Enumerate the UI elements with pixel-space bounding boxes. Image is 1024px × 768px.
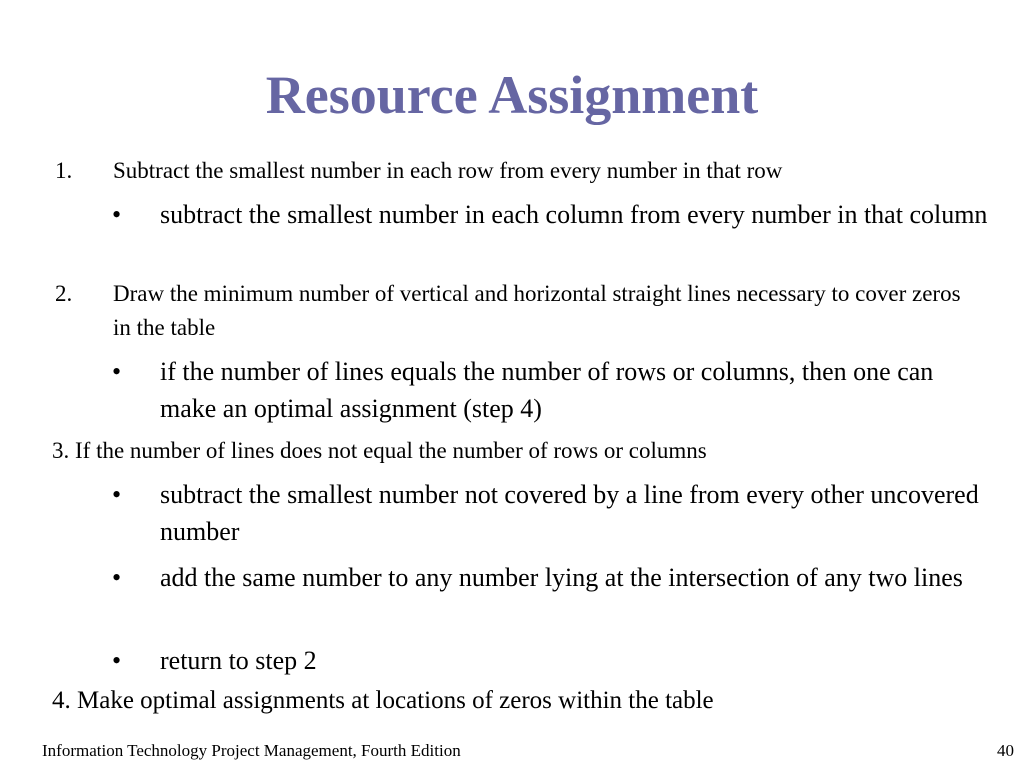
step-4-text: 4. Make optimal assignments at locations of zeros within the table <box>52 687 714 714</box>
step-3-text: 3. If the number of lines does not equal the number of rows or columns <box>52 438 707 463</box>
bullet-glyph: • <box>112 563 122 592</box>
step-1-number: 1. <box>55 158 73 183</box>
step-3-bullet-1-text: subtract the smallest number not covered by a line from every other uncovered number <box>160 480 979 546</box>
step-3-bullet-2-text: add the same number to any number lying at the intersection of any two lines <box>160 563 963 592</box>
step-2-bullet-1-text: if the number of lines equals the number of rows or columns, then one can make an optimal assignment (step 4) <box>160 357 934 423</box>
step-2-text: Draw the minimum number of vertical and horizontal straight lines necessary to cover zeros in the table <box>113 281 961 340</box>
step-1-text: Subtract the smallest number in each row from every number in that row <box>113 158 783 183</box>
bullet-glyph: • <box>112 200 122 229</box>
step-2-number: 2. <box>55 281 73 306</box>
bullet-glyph: • <box>112 480 122 509</box>
step-3-bullet-3-text: return to step 2 <box>160 646 317 675</box>
page-number: 40 <box>997 741 1014 760</box>
slide-title: Resource Assignment <box>265 65 759 125</box>
footer-text: Information Technology Project Management, Fourth Edition <box>42 741 461 760</box>
bullet-glyph: • <box>112 646 122 675</box>
bullet-glyph: • <box>112 357 122 386</box>
step-1-bullet-1-text: subtract the smallest number in each column from every number in that column <box>160 200 988 229</box>
